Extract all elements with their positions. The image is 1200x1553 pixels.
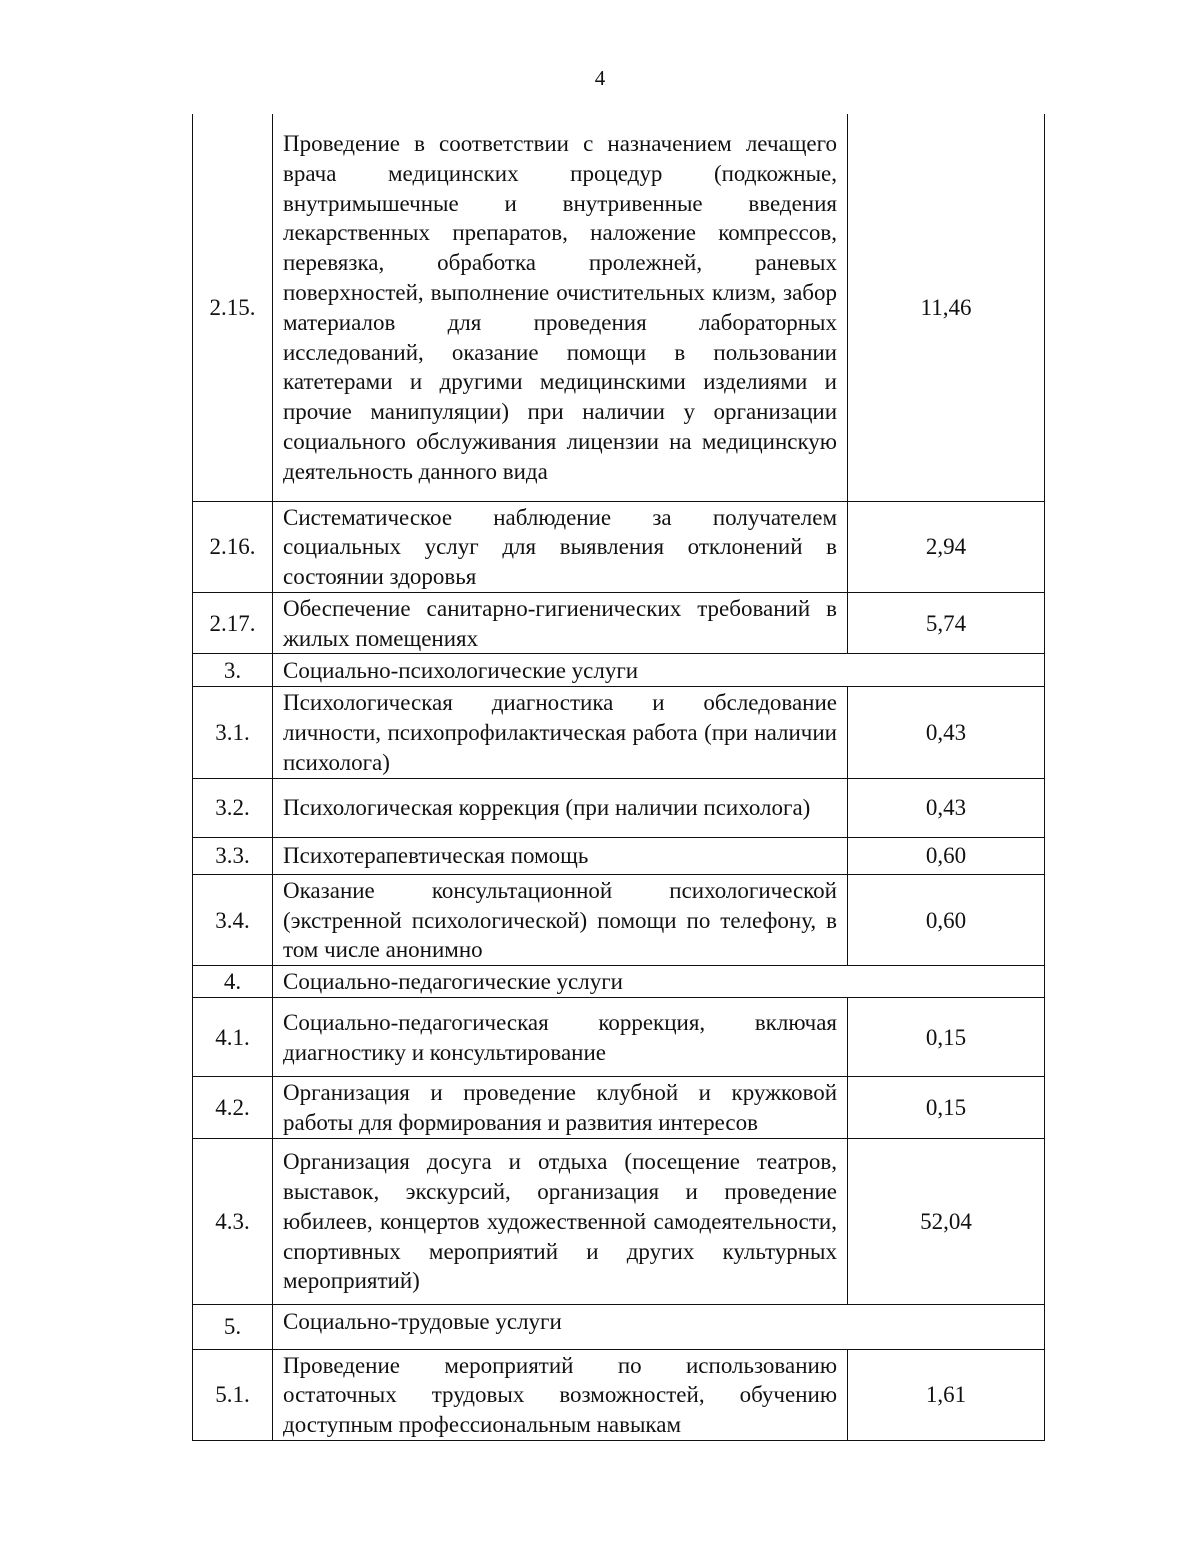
table-row — [193, 501, 1045, 592]
table-row — [193, 778, 1045, 837]
section-title: Социально-педагогические услуги — [273, 966, 1045, 998]
service-value: 0,43 — [848, 687, 1045, 778]
row-number: 2.17. — [193, 592, 273, 654]
page-number: 4 — [594, 66, 606, 90]
service-name: Психологическая коррекция (при наличии психолога) — [273, 778, 848, 837]
service-name: Организация досуга и отдыха (посещение театров, выставок, экскурсий, организация и проведение юбилеев, концертов художественной самодеятельности, спортивных мероприятий и других культурных мероприятий) — [273, 1138, 848, 1304]
service-value: 0,60 — [848, 837, 1045, 874]
row-number: 4.3. — [193, 1138, 273, 1304]
table-row — [193, 1077, 1045, 1139]
table-row — [193, 687, 1045, 778]
table-row — [193, 837, 1045, 874]
row-number: 3.2. — [193, 778, 273, 837]
section-number: 5. — [193, 1304, 273, 1349]
section-row — [193, 966, 1045, 998]
row-number: 4.1. — [193, 998, 273, 1077]
table-row — [193, 1349, 1045, 1440]
row-number: 3.4. — [193, 874, 273, 965]
service-name: Оказание консультационной психологической (экстренной психологической) помощи по телефону, в том числе анонимно — [273, 874, 848, 965]
service-value: 11,46 — [848, 114, 1045, 501]
service-name: Социально-педагогическая коррекция, включая диагностику и консультирование — [273, 998, 848, 1077]
table-row — [193, 1138, 1045, 1304]
row-number: 5.1. — [193, 1349, 273, 1440]
service-value: 1,61 — [848, 1349, 1045, 1440]
section-row — [193, 654, 1045, 687]
service-name: Обеспечение санитарно-гигиенических требований в жилых помещениях — [273, 592, 848, 654]
service-name: Психологическая диагностика и обследование личности, психопрофилактическая работа (при наличии психолога) — [273, 687, 848, 778]
section-row — [193, 1304, 1045, 1349]
row-number: 3.1. — [193, 687, 273, 778]
row-number: 2.16. — [193, 501, 273, 592]
service-value: 0,15 — [848, 1077, 1045, 1139]
service-value: 52,04 — [848, 1138, 1045, 1304]
service-name: Психотерапевтическая помощь — [273, 837, 848, 874]
row-number: 3.3. — [193, 837, 273, 874]
table-row — [193, 874, 1045, 965]
service-name: Организация и проведение клубной и кружковой работы для формирования и развития интересов — [273, 1077, 848, 1139]
section-title: Социально-трудовые услуги — [273, 1304, 1045, 1349]
services-table-body — [193, 114, 1045, 1441]
section-number: 3. — [193, 654, 273, 687]
table-row — [193, 592, 1045, 654]
service-name: Систематическое наблюдение за получателем социальных услуг для выявления отклонений в состоянии здоровья — [273, 501, 848, 592]
table-row — [193, 114, 1045, 501]
section-number: 4. — [193, 966, 273, 998]
row-number: 2.15. — [193, 114, 273, 501]
service-value: 2,94 — [848, 501, 1045, 592]
service-value: 0,60 — [848, 874, 1045, 965]
service-value: 0,43 — [848, 778, 1045, 837]
service-name: Проведение в соответствии с назначением лечащего врача медицинских процедур (подкожные, внутримышечные и внутривенные введения лекарственных препаратов, наложение компрессов, перевязка, обработка пролежней, раневых поверхностей, выполнение очистительных клизм, забор материалов для проведения лабораторных исследований, оказание помощи в пользовании катетерами и другими медицинскими изделиями и прочие манипуляции) при наличии у организации социального обслуживания лицензии на медицинскую деятельность данного вида — [273, 114, 848, 501]
service-name: Проведение мероприятий по использованию остаточных трудовых возможностей, обучению доступным профессиональным навыкам — [273, 1349, 848, 1440]
table-row — [193, 998, 1045, 1077]
service-value: 5,74 — [848, 592, 1045, 654]
services-table — [192, 114, 1045, 1441]
section-title: Социально-психологические услуги — [273, 654, 1045, 687]
row-number: 4.2. — [193, 1077, 273, 1139]
service-value: 0,15 — [848, 998, 1045, 1077]
